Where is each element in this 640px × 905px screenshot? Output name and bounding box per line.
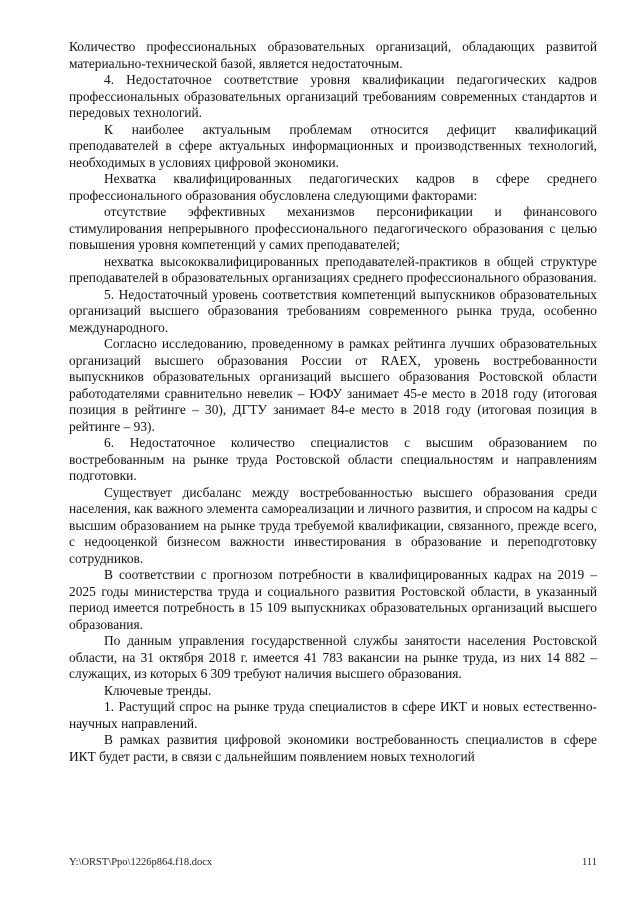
paragraph: По данным управления государственной службы занятости населения Ростовской области, на 31 октября 2018 г. имеется 41 783 вакансии на рынке труда, из них 14 882 – служащих, из которых 6 309 требуют наличия высшего образования.	[69, 633, 597, 681]
paragraph: Существует дисбаланс между востребованностью высшего образования среди населения, как важного элемента самореализации и личного развития, и спросом на кадры с высшим образованием на рынке труда требуемой квалификации, связанного, прежде всего, с недооценкой бизнесом важности инвестирования в образование и переподготовку сотрудников.	[69, 484, 598, 566]
paragraph: Ключевые тренды.	[104, 682, 212, 698]
paragraph: 5. Недостаточный уровень соответствия компетенций выпускников образовательных организаций высшего образования требованиям современного рынка труда, особенно международного.	[69, 286, 597, 335]
paragraph: 4. Недостаточное соответствие уровня квалификации педагогических кадров профессиональных образовательных организаций требованиям современных стандартов и передовых технологий.	[69, 72, 597, 120]
page-number: 111	[582, 857, 597, 868]
paragraph: К наиболее актуальным проблемам относится дефицит квалификаций преподавателей в сфере актуальных информационных и производственных технологий, необходимых в условиях цифровой экономики.	[69, 121, 597, 170]
paragraph: В соответствии с прогнозом потребности в квалифицированных кадрах на 2019 – 2025 годы министерства труда и социального развития Ростовской области, в указанный период имеется потребность в 15 109 выпускниках образовательных организаций высшего образования.	[69, 567, 597, 632]
paragraph: Нехватка квалифицированных педагогических кадров в сфере среднего профессионального образования обусловлена следующими факторами:	[69, 171, 597, 203]
paragraph: нехватка высококвалифицированных преподавателей-практиков в общей структуре преподавателей в образовательных организациях среднего профессионального образования.	[69, 253, 597, 285]
document-body	[69, 39, 597, 765]
paragraph: 6. Недостаточное количество специалистов с высшим образованием по востребованным на рынке труда Ростовской области специальностям и направлениям подготовки.	[69, 435, 597, 483]
paragraph: отсутствие эффективных механизмов персонификации и финансового стимулирования непрерывного профессионального педагогического образования с целью повышения уровня компетенций у самих преподавателей;	[69, 204, 597, 252]
paragraph: 1. Растущий спрос на рынке труда специалистов в сфере ИКТ и новых естественно-научных направлений.	[69, 699, 597, 731]
paragraph: Согласно исследованию, проведенному в рамках рейтинга лучших образовательных организаций высшего образования России от RAEX, уровень востребованности выпускников образовательных организаций высшего образования Ростовской области работодателями сравнительно невелик – ЮФУ занимает 45-е место в 2018 году (итоговая позиция в рейтинге – 30), ДГТУ занимает 84-е место в 2018 году (итоговая позиция в рейтинге – 93).	[69, 336, 597, 434]
file-path: Y:\ORST\Ppo\1226p864.f18.docx	[69, 857, 213, 868]
paragraph: Количество профессиональных образовательных организаций, обладающих развитой материально-технической базой, является недостаточным.	[69, 39, 597, 71]
paragraph: В рамках развития цифровой экономики востребованность специалистов в сфере ИКТ будет расти, в связи с дальнейшим появлением новых технологий	[69, 732, 597, 764]
page-footer	[69, 857, 597, 871]
